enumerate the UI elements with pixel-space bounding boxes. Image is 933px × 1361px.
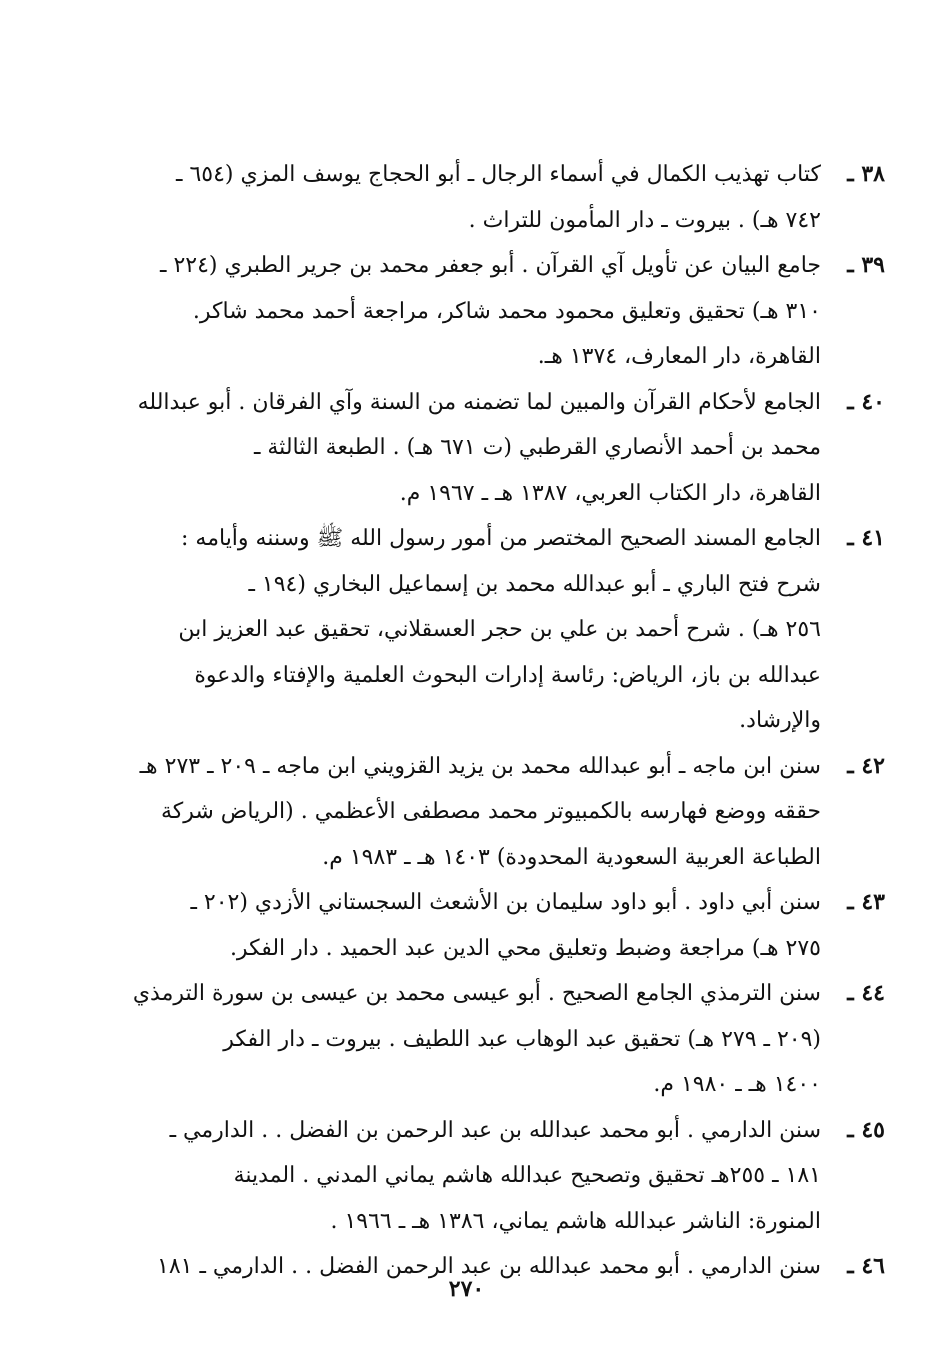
entry-line: سنن ابن ماجه ـ أبو عبدالله محمد بن يزيد القزويني ابن ماجه ـ ٢٠٩ ـ ٢٧٣ هـ <box>139 753 821 779</box>
entry-number: ٣٩ ـ <box>847 252 885 278</box>
bibliography-entry-41 <box>68 516 885 744</box>
entry-line: شرح فتح الباري ـ أبو عبدالله محمد بن إسماعيل البخاري (١٩٤ ـ <box>248 571 821 597</box>
entry-number: ٤٠ ـ <box>847 388 885 415</box>
bibliography-entry-39 <box>68 243 885 380</box>
bibliography-entry-43 <box>68 880 885 971</box>
bibliography-entry-45 <box>68 1108 885 1245</box>
entry-line: القاهرة، دار المعارف، ١٣٧٤ هـ. <box>537 344 821 369</box>
entry-line: (٢٠٩ ـ ٢٧٩ هـ) تحقيق عبد الوهاب عبد اللطيف . بيروت ـ دار الفكر <box>223 1026 821 1052</box>
bibliography-entry-40 <box>68 380 885 517</box>
entry-line: ١٨١ ـ ٢٥٥هـ تحقيق وتصحيح عبدالله هاشم يماني المدني . المدينة <box>233 1163 821 1188</box>
bibliography-entry-38 <box>68 152 885 243</box>
entry-line: الجامع المسند الصحيح المختصر من أمور رسول الله ﷺ وسننه وأيامه : <box>181 526 821 551</box>
entry-number: ٤٢ ـ <box>847 752 885 779</box>
entry-number: ٤٣ ـ <box>847 889 885 915</box>
entry-line: ٢٧٥ هـ) مراجعة وضبط وتعليق محي الدين عبد الحميد . دار الفكر. <box>229 935 821 961</box>
entry-line: عبدالله بن باز، الرياض: رئاسة إدارات البحوث العلمية والإفتاء والدعوة <box>194 662 821 688</box>
entry-number: ٤٦ ـ <box>847 1253 885 1279</box>
entry-line: الجامع لأحكام القرآن والمبين لما تضمنه من السنة وآي الفرقان . أبو عبدالله <box>137 389 821 415</box>
bibliography-entry-44 <box>68 971 885 1108</box>
entry-line: القاهرة، دار الكتاب العربي، ١٣٨٧ هـ ـ ١٩٦٧ م. <box>399 480 821 506</box>
entry-line: محمد بن أحمد الأنصاري القرطبي (ت ٦٧١ هـ) . الطبعة الثالثة ـ <box>253 435 821 460</box>
entry-number: ٤٥ ـ <box>847 1116 885 1143</box>
bibliography-entry-42 <box>68 744 885 881</box>
entry-line: سنن الترمذي الجامع الصحيح . أبو عيسى محمد بن عيسى بن سورة الترمذي <box>132 981 821 1006</box>
entry-line: ٢٥٦ هـ) . شرح أحمد بن علي بن حجر العسقلاني، تحقيق عبد العزيز ابن <box>178 617 821 642</box>
entry-line: ١٤٠٠ هـ ـ ١٩٨٠ م. <box>653 1072 821 1097</box>
entry-number: ٤١ ـ <box>847 525 885 551</box>
entry-line: جامع البيان عن تأويل آي القرآن . أبو جعفر محمد بن جرير الطبري (٢٢٤ ـ <box>160 253 821 278</box>
entry-line: ٧٤٢ هـ) . بيروت ـ دار المأمون للتراث . <box>468 207 821 233</box>
entry-line: المنورة: الناشر عبدالله هاشم يماني، ١٣٨٦ هـ ـ ١٩٦٦ . <box>330 1208 821 1234</box>
entry-line: ٣١٠ هـ) تحقيق وتعليق محمود محمد شاكر، مراجعة أحمد محمد شاكر. <box>192 298 821 324</box>
entry-line: سنن أبي داود . أبو داود سليمان بن الأشعث السجستاني الأزدي (٢٠٢ ـ <box>190 890 821 915</box>
page-number: ٢٧٠ <box>448 1276 485 1302</box>
entry-line: كتاب تهذيب الكمال في أسماء الرجال ـ أبو الحجاج يوسف المزي (٦٥٤ ـ <box>175 162 821 187</box>
entry-number: ٣٨ ـ <box>847 161 885 187</box>
bibliography-list <box>68 152 885 1290</box>
entry-line: سنن الدارمي . أبو محمد عبدالله بن عبد الرحمن بن الفضل . . الدارمي ـ <box>169 1117 821 1143</box>
entry-number: ٤٤ ـ <box>847 980 885 1006</box>
entry-line: حققه ووضع فهارسه بالكمبيوتر محمد مصطفى الأعظمي . (الرياض شركة <box>160 799 821 824</box>
entry-line: الطباعة العربية السعودية المحدودة) ١٤٠٣ هـ ـ ١٩٨٣ م. <box>322 844 821 870</box>
entry-line: سنن الدارمي . أبو محمد عبدالله بن عبد الرحمن الفضل . . الدارمي ـ ١٨١ <box>157 1254 821 1279</box>
entry-line: والإرشاد. <box>739 708 821 733</box>
